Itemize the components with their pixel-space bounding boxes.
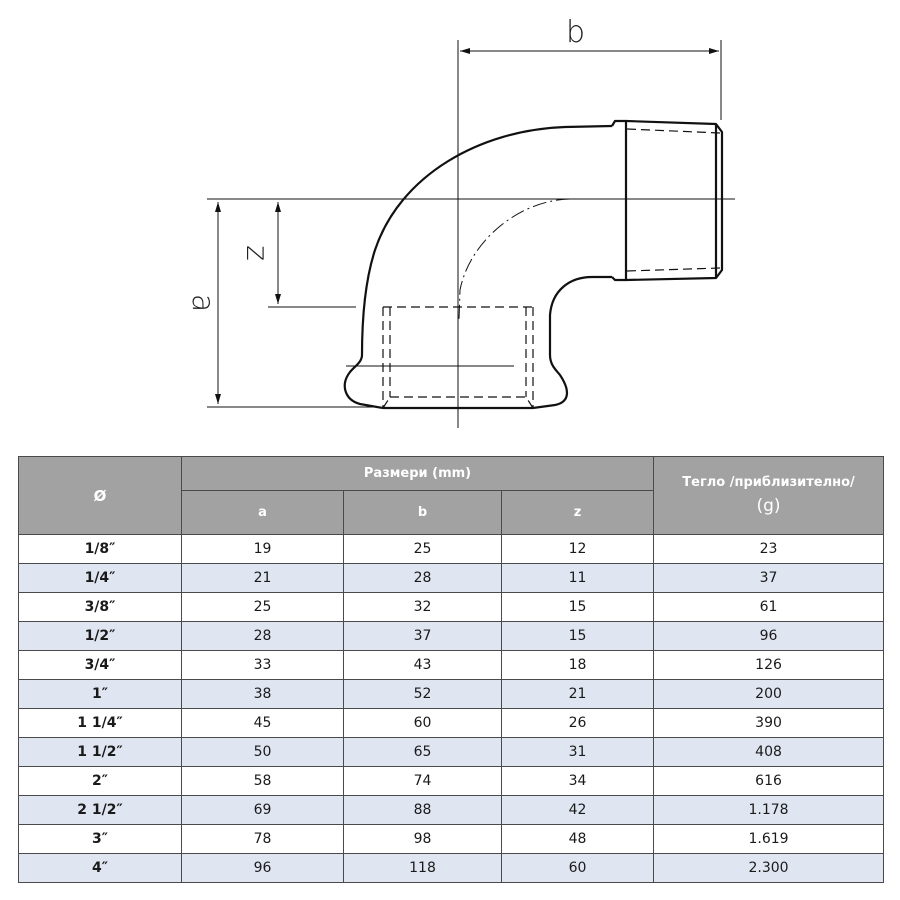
cell-b: 28	[344, 564, 502, 593]
cell-size: 3/8″	[19, 593, 182, 622]
table-row	[19, 651, 884, 680]
cell-weight: 200	[654, 680, 884, 709]
table-row	[19, 825, 884, 854]
cell-z: 12	[502, 535, 654, 564]
table-row	[19, 709, 884, 738]
cell-size: 1 1/2″	[19, 738, 182, 767]
cell-size: 2 1/2″	[19, 796, 182, 825]
cell-size: 1″	[19, 680, 182, 709]
cell-z: 42	[502, 796, 654, 825]
table-row	[19, 738, 884, 767]
header-dimensions-group: Размери (mm)	[182, 457, 654, 491]
header-weight	[654, 457, 884, 535]
label-b: b	[566, 15, 586, 50]
cell-z: 11	[502, 564, 654, 593]
cell-a: 28	[182, 622, 344, 651]
cell-b: 52	[344, 680, 502, 709]
cell-weight: 616	[654, 767, 884, 796]
cell-a: 45	[182, 709, 344, 738]
cell-weight: 37	[654, 564, 884, 593]
table-row	[19, 767, 884, 796]
label-a: a	[185, 293, 220, 313]
cell-b: 65	[344, 738, 502, 767]
table-row	[19, 854, 884, 883]
table-row	[19, 535, 884, 564]
table-row	[19, 593, 884, 622]
cell-z: 15	[502, 622, 654, 651]
cell-b: 88	[344, 796, 502, 825]
dimensions-table	[18, 456, 884, 883]
header-weight-label: Тегло /приблизително/	[682, 475, 855, 490]
cell-b: 32	[344, 593, 502, 622]
cell-b: 98	[344, 825, 502, 854]
cell-size: 4″	[19, 854, 182, 883]
cell-b: 60	[344, 709, 502, 738]
cell-a: 21	[182, 564, 344, 593]
cell-a: 50	[182, 738, 344, 767]
header-col-a: a	[182, 491, 344, 535]
cell-z: 21	[502, 680, 654, 709]
header-diameter: Ø	[19, 457, 182, 535]
cell-a: 38	[182, 680, 344, 709]
cell-a: 58	[182, 767, 344, 796]
cell-size: 1/4″	[19, 564, 182, 593]
dimension-a	[185, 202, 380, 407]
cell-z: 60	[502, 854, 654, 883]
cell-weight: 390	[654, 709, 884, 738]
header-weight-unit: (g)	[756, 496, 781, 516]
cell-b: 25	[344, 535, 502, 564]
cell-a: 25	[182, 593, 344, 622]
cell-b: 43	[344, 651, 502, 680]
cell-a: 96	[182, 854, 344, 883]
cell-a: 69	[182, 796, 344, 825]
cell-weight: 1.619	[654, 825, 884, 854]
cell-size: 1 1/4″	[19, 709, 182, 738]
table-row	[19, 680, 884, 709]
cell-size: 1/8″	[19, 535, 182, 564]
table-row	[19, 796, 884, 825]
cell-weight: 23	[654, 535, 884, 564]
cell-b: 37	[344, 622, 502, 651]
cell-a: 33	[182, 651, 344, 680]
cell-weight: 408	[654, 738, 884, 767]
cell-a: 19	[182, 535, 344, 564]
label-z: z	[239, 245, 274, 261]
cell-z: 18	[502, 651, 654, 680]
cell-z: 31	[502, 738, 654, 767]
cell-z: 15	[502, 593, 654, 622]
cell-z: 48	[502, 825, 654, 854]
cell-z: 34	[502, 767, 654, 796]
cell-b: 74	[344, 767, 502, 796]
cell-size: 1/2″	[19, 622, 182, 651]
cell-weight: 126	[654, 651, 884, 680]
cell-weight: 2.300	[654, 854, 884, 883]
header-col-b: b	[344, 491, 502, 535]
cell-a: 78	[182, 825, 344, 854]
cell-size: 2″	[19, 767, 182, 796]
cell-weight: 96	[654, 622, 884, 651]
cell-size: 3/4″	[19, 651, 182, 680]
table-row	[19, 564, 884, 593]
table-row	[19, 622, 884, 651]
dimension-z	[239, 202, 356, 307]
elbow-technical-drawing	[0, 0, 900, 440]
cell-weight: 61	[654, 593, 884, 622]
cell-b: 118	[344, 854, 502, 883]
cell-weight: 1.178	[654, 796, 884, 825]
cell-size: 3″	[19, 825, 182, 854]
cell-z: 26	[502, 709, 654, 738]
header-col-z: z	[502, 491, 654, 535]
